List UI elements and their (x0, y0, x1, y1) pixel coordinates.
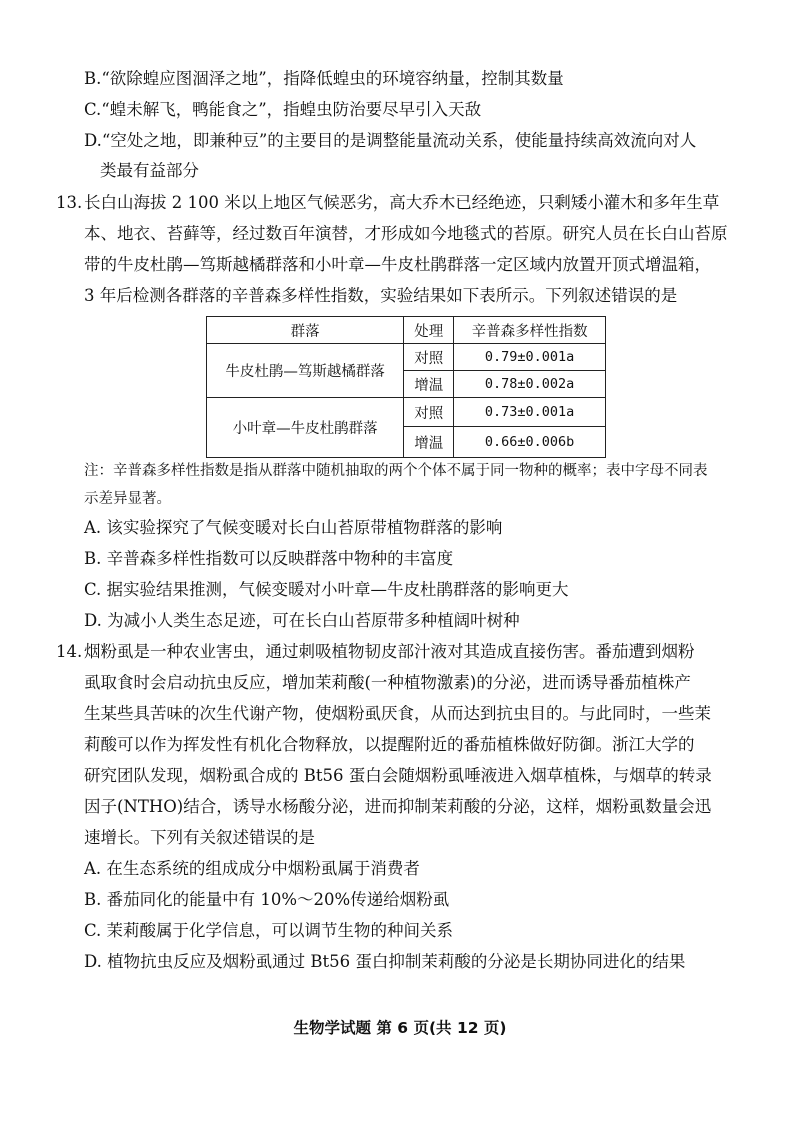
table-row (207, 398, 606, 427)
q13-stem-3: 带的牛皮杜鹃—笃斯越橘群落和小叶章—牛皮杜鹃群落一定区域内放置开顶式增温箱， (84, 255, 711, 274)
q13-line-1 (56, 192, 719, 214)
community-name: 牛皮杜鹃—笃斯越橘群落 (207, 344, 404, 398)
index-value: 0.78±0.002a (454, 371, 606, 398)
table-row (207, 344, 606, 371)
diversity-table (206, 316, 606, 458)
q14-option-c: C. 茉莉酸属于化学信息，可以调节生物的种间关系 (84, 921, 454, 940)
index-value: 0.73±0.001a (454, 398, 606, 427)
index-value: 0.79±0.001a (454, 344, 606, 371)
q14-option-d: D. 植物抗虫反应及烟粉虱通过 Bt56 蛋白抑制茉莉酸的分泌是长期协同进化的结果 (84, 952, 686, 971)
q13-stem-4: 3 年后检测各群落的辛普森多样性指数，实验结果如下表所示。下列叙述错误的是 (84, 286, 678, 305)
q14-line-1 (56, 641, 695, 663)
page-footer: 生物学试题 第 6 页(共 12 页) (293, 1019, 507, 1037)
header-community: 群落 (207, 317, 404, 344)
q13-note-1: 注：辛普森多样性指数是指从群落中随机抽取的两个个体不属于同一物种的概率；表中字母不同表 (84, 463, 708, 479)
q12-option-b: B.“欲除蝗应图涸泽之地”，指降低蝗虫的环境容纳量，控制其数量 (84, 69, 564, 88)
header-simpson-index: 辛普森多样性指数 (454, 317, 606, 344)
q14-stem-4: 莉酸可以作为挥发性有机化合物释放，以提醒附近的番茄植株做好防御。浙江大学的 (84, 735, 695, 754)
q14-option-a: A. 在生态系统的组成成分中烟粉虱属于消费者 (84, 859, 420, 878)
q13-option-c: C. 据实验结果推测，气候变暖对小叶章—牛皮杜鹃群落的影响更大 (84, 580, 569, 599)
q13-option-b: B. 辛普森多样性指数可以反映群落中物种的丰富度 (84, 549, 454, 568)
community-name: 小叶章—牛皮杜鹃群落 (207, 398, 404, 458)
q14-stem-5: 研究团队发现，烟粉虱合成的 Bt56 蛋白会随烟粉虱唾液进入烟草植株，与烟草的转录 (84, 766, 712, 785)
q14-stem-7: 速增长。下列有关叙述错误的是 (84, 828, 315, 847)
q13-option-d: D. 为减小人类生态足迹，可在长白山苔原带多种植阔叶树种 (84, 611, 520, 630)
treatment-cell: 增温 (404, 427, 454, 458)
q12-option-d-continued: 类最有益部分 (100, 161, 199, 180)
q13-stem-2: 本、地衣、苔藓等，经过数百年演替，才形成如今地毯式的苔原。研究人员在长白山苔原 (84, 224, 728, 243)
treatment-cell: 增温 (404, 371, 454, 398)
q12-option-d: D.“空处之地，即兼种豆”的主要目的是调整能量流动关系，使能量持续高效流向对人 (84, 131, 697, 150)
treatment-cell: 对照 (404, 398, 454, 427)
q14-stem-1: 烟粉虱是一种农业害虫，通过刺吸植物韧皮部汁液对其造成直接伤害。番茄遭到烟粉 (84, 642, 695, 661)
q13-option-a: A. 该实验探究了气候变暖对长白山苔原带植物群落的影响 (84, 518, 503, 537)
q14-number: 14. (56, 642, 83, 661)
q12-option-c: C.“蝗未解飞，鸭能食之”，指蝗虫防治要尽早引入天敌 (84, 100, 482, 119)
q14-stem-2: 虱取食时会启动抗虫反应，增加茉莉酸(一种植物激素)的分泌，进而诱导番茄植株产 (84, 673, 691, 692)
q13-number: 13. (56, 193, 83, 212)
q14-stem-6: 因子(NTHO)结合，诱导水杨酸分泌，进而抑制茉莉酸的分泌，这样，烟粉虱数量会迅 (84, 797, 712, 816)
q14-stem-3: 生某些具苦味的次生代谢产物，使烟粉虱厌食，从而达到抗虫目的。与此同时，一些茉 (84, 704, 711, 723)
index-value: 0.66±0.006b (454, 427, 606, 458)
header-treatment: 处理 (404, 317, 454, 344)
treatment-cell: 对照 (404, 344, 454, 371)
q14-option-b: B. 番茄同化的能量中有 10%～20%传递给烟粉虱 (84, 890, 450, 909)
q13-stem-1: 长白山海拔 2 100 米以上地区气候恶劣，高大乔木已经绝迹，只剩矮小灌木和多年生草 (84, 193, 720, 212)
q13-note-2: 示差异显著。 (84, 491, 171, 507)
table-header-row (207, 317, 606, 344)
